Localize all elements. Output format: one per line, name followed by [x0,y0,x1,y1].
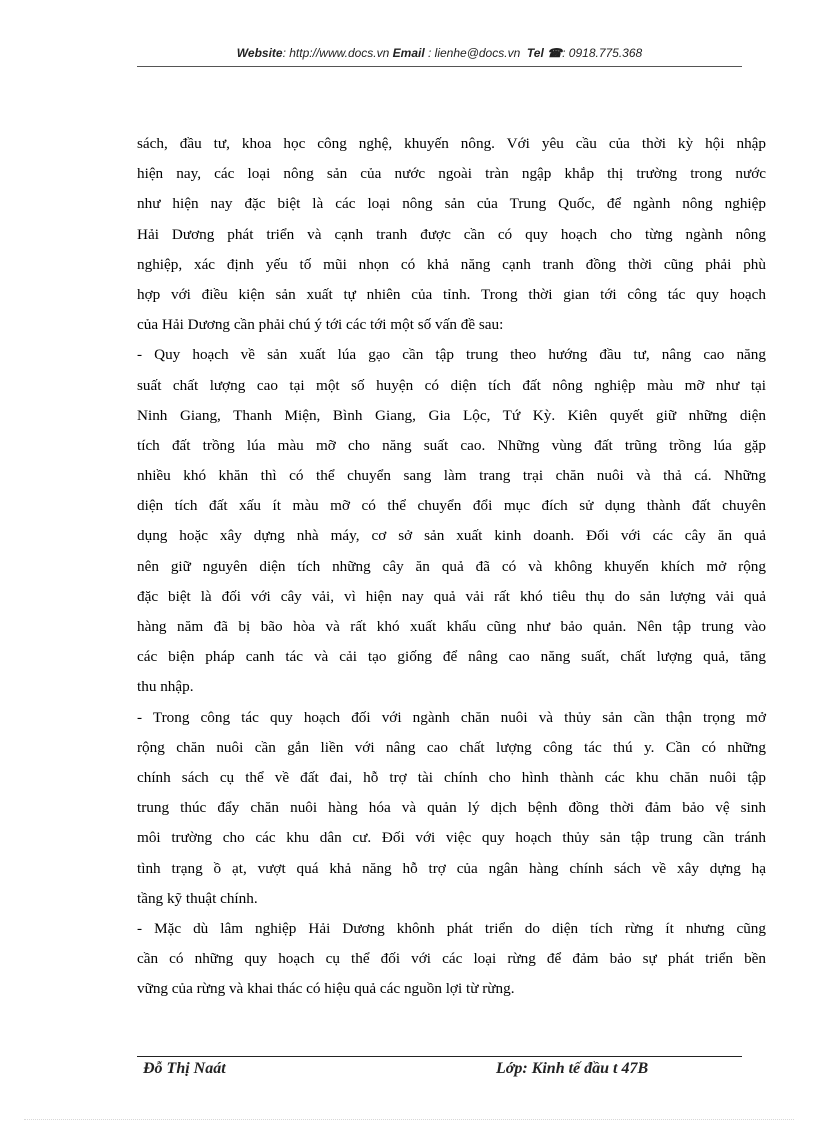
text-line: chính sách cụ thể về đất đai, hỗ trợ tài chính cho hình thành các khu chăn nuôi tập [137,768,766,786]
text-line: Hải Dương phát triển và cạnh tranh được cần có quy hoạch cho từng ngành nông [137,225,766,243]
phone-icon: ☎ [547,46,563,60]
text-line: sách, đầu tư, khoa học công nghệ, khuyến nông. Với yêu cầu của thời kỳ hội nhập [137,135,766,152]
text-line: tình trạng ồ ạt, vượt quá khả năng hỗ trợ của ngân hàng chính sách về xây dựng hạ [137,859,766,877]
email-label: Email [392,46,425,60]
text-line: - Mặc dù lâm nghiệp Hải Dương khônh phát triển do diện tích rừng ít nhưng cũng [137,919,766,937]
website-label: Website [236,46,283,60]
text-line: dụng hoặc xây dựng nhà máy, cơ sở sản xuất kinh doanh. Đối với các cây ăn quả [137,527,766,545]
page-header [137,46,742,60]
text-line: hàng năm đã bị bão hòa và rất khó xuất khẩu cũng như bảo quản. Nên tập trung vào [137,618,766,635]
text-line: rộng chăn nuôi cần gắn liền với nâng cao chất lượng công tác thú y. Cần có những [137,738,766,756]
page-bottom-dotted-line [24,1119,794,1120]
text-line: trung thúc đẩy chăn nuôi hàng hóa và quản lý dịch bệnh đồng thời đảm bảo vệ sinh [137,799,766,817]
text-line: diện tích đất xấu ít màu mỡ có thể chuyển đổi mục đích sử dụng thành đất chuyên [137,497,766,515]
footer-divider [137,1056,742,1057]
text-line: nên giữ nguyên diện tích những cây ăn quả đã có và không khuyến khích mở rộng [137,557,766,575]
text-line: tầng kỹ thuật chính. [137,889,258,907]
text-line: tích đất trồng lúa màu mỡ cho năng suất cao. Những vùng đất trũng trồng lúa gặp [137,436,766,454]
footer-class: Lớp: Kinh tế đầu t 47B [496,1060,649,1077]
header-divider [137,66,742,67]
email-value: : lienhe@docs.vn [424,46,521,60]
text-line: đặc biệt là đối với cây vải, vì hiện nay quả vải rất khó tiêu thụ do sản lượng vải quả [137,587,766,605]
website-value: : http://www.docs.vn [282,46,390,60]
text-line: môi trường cho các khu dân cư. Đối với việc quy hoạch thủy sản tập trung cần tránh [137,829,766,847]
text-line: như hiện nay đặc biệt là các loại nông sản của Trung Quốc, để ngành nông nghiệp [137,195,766,213]
text-line: nhiều khó khăn thì có thể chuyển sang làm trang trại chăn nuôi và thả cá. Những [137,467,766,485]
text-line: hợp với điều kiện sản xuất tự nhiên của tỉnh. Trong thời gian tới công tác quy hoạch [137,285,766,303]
text-line: suất chất lượng cao tại một số huyện có diện tích đất nông nghiệp màu mỡ như tại [137,376,766,394]
text-line: của Hải Dương cần phải chú ý tới các tới một số vấn đề sau: [137,316,504,334]
text-line: cần có những quy hoạch cụ thể đối với các loại rừng để đảm bảo sự phát triển bền [137,950,766,968]
text-line: các biện pháp canh tác và cải tạo giống để nâng cao năng suất, chất lượng quả, tăng [137,648,766,666]
text-line: Ninh Giang, Thanh Miện, Bình Giang, Gia Lộc, Tứ Kỳ. Kiên quyết giữ những diện [137,406,766,424]
text-line: - Trong công tác quy hoạch đối với ngành chăn nuôi và thủy sản cần thận trọng mở [137,708,766,726]
text-line: thu nhập. [137,678,194,696]
text-line: nghiệp, xác định yếu tố mũi nhọn có khả năng cạnh tranh đồng thời cũng phải phù [137,255,766,273]
footer-author: Đỗ Thị Naát [143,1060,226,1077]
text-line: - Quy hoạch về sản xuất lúa gạo cần tập trung theo hướng đầu tư, nâng cao năng [137,346,766,364]
tel-value: : 0918.775.368 [562,46,643,60]
body-text [137,129,766,1004]
text-line: hiện nay, các loại nông sản của nước ngoài tràn ngập khắp thị trường trong nước [137,165,766,183]
tel-label: Tel [526,46,544,60]
text-line: vững của rừng và khai thác có hiệu quả các nguồn lợi từ rừng. [137,980,515,998]
